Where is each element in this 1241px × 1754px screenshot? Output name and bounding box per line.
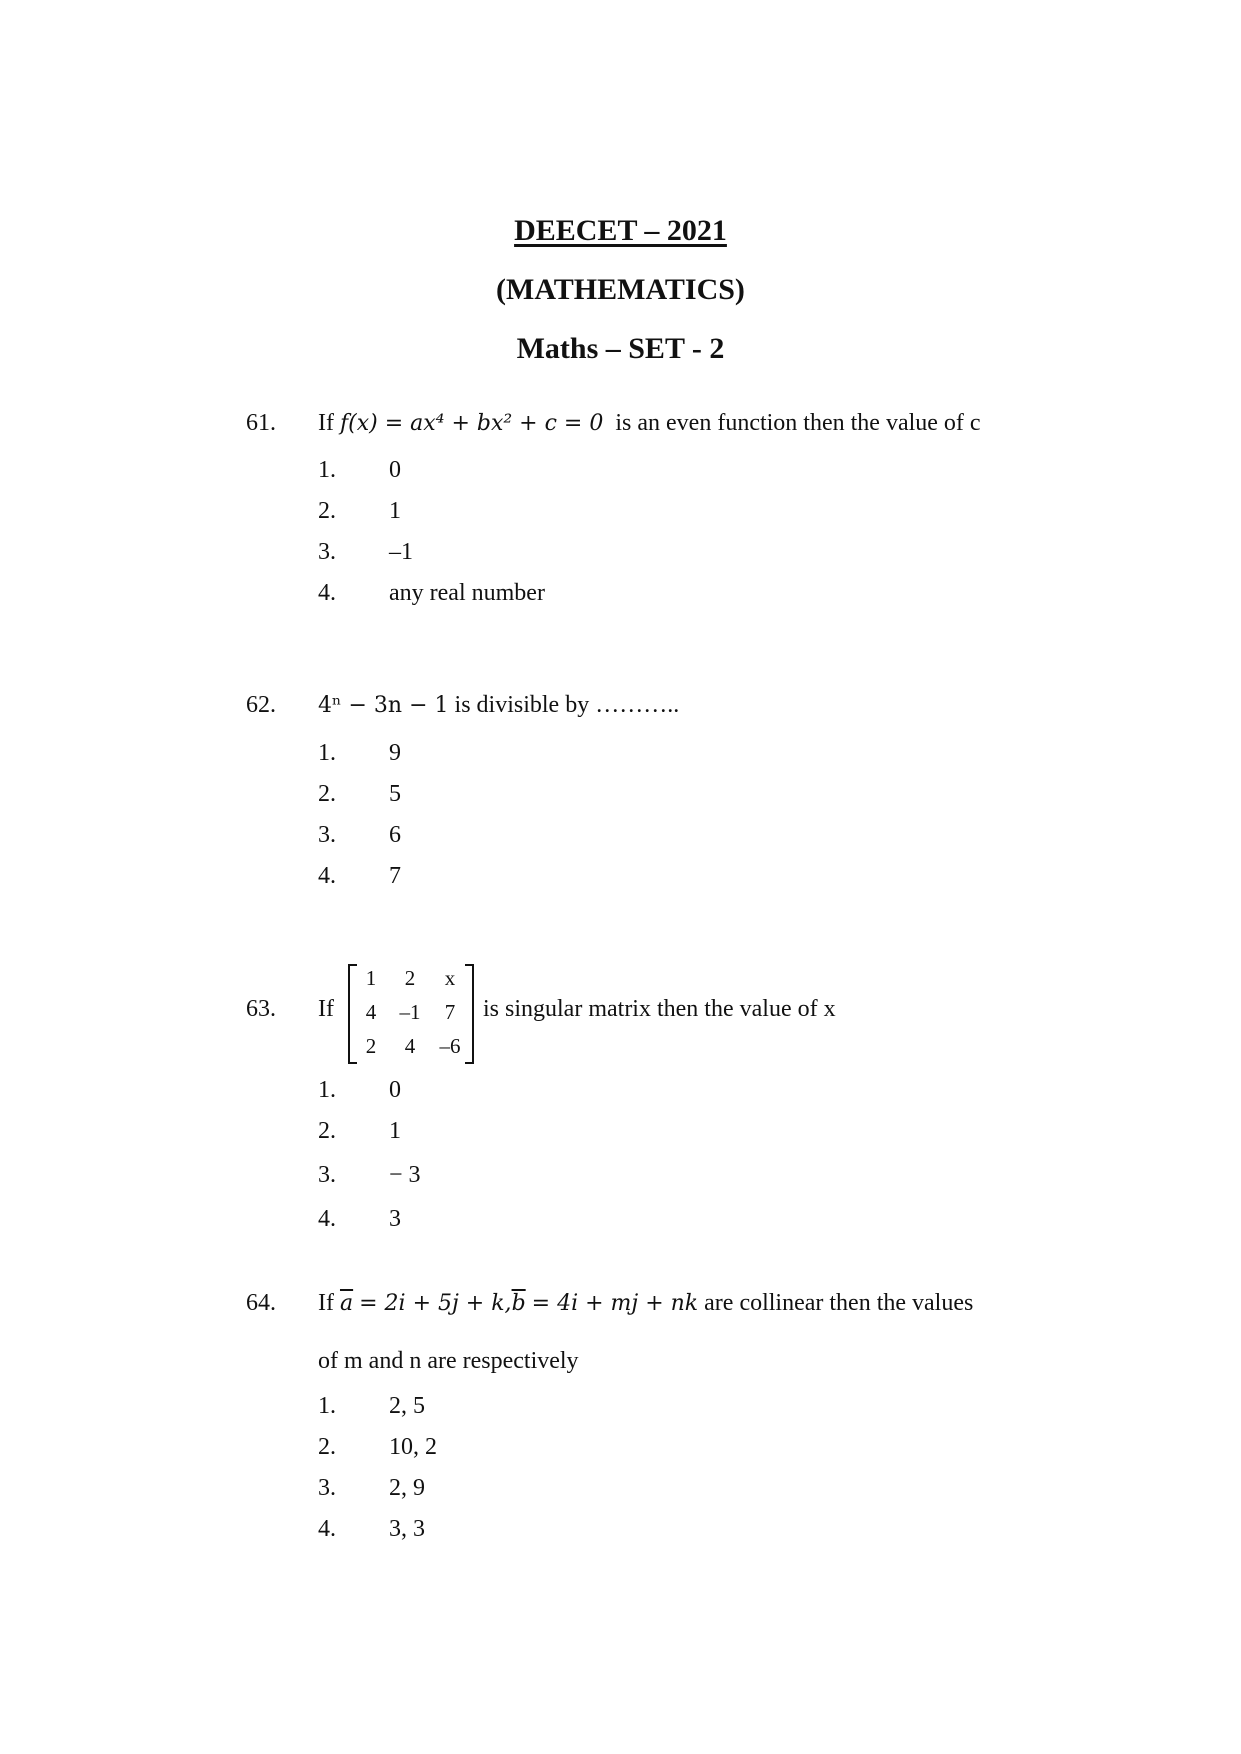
q63-option-2: 1 <box>389 1118 401 1144</box>
matrix-cell: –1 <box>399 1000 421 1024</box>
q62-rest: is divisible by ……….. <box>454 692 680 718</box>
q64-option-3: 2, 9 <box>389 1475 425 1501</box>
q62-stem <box>318 692 679 719</box>
q61-option-4: any real number <box>389 580 545 606</box>
q61-stem <box>318 410 981 437</box>
q62-option-2: 5 <box>389 781 401 807</box>
q64-option-1-number: 1. <box>318 1393 336 1419</box>
q61-option-3: –1 <box>389 539 413 565</box>
q64-vector-a: $\overline{a}$ <box>339 1291 354 1316</box>
q63-number: 63. <box>246 996 276 1022</box>
matrix-cell: 2 <box>404 966 416 990</box>
q62-option-1-number: 1. <box>318 740 336 766</box>
set-title: Maths – SET - 2 <box>516 332 725 365</box>
q63-if: If <box>318 996 334 1022</box>
q62-number: 62. <box>246 692 276 718</box>
q64-option-3-number: 3. <box>318 1475 336 1501</box>
matrix-cell: 1 <box>365 966 377 990</box>
q61-option-3-number: 3. <box>318 539 336 565</box>
q62-option-4: 7 <box>389 863 401 889</box>
q63-option-1-number: 1. <box>318 1077 336 1103</box>
q64-rest: are collinear then the values <box>704 1290 974 1316</box>
matrix-cell: 4 <box>365 1000 377 1024</box>
q61-number: 61. <box>246 410 276 436</box>
subject-title: (MATHEMATICS) <box>496 273 745 306</box>
q63-option-2-number: 2. <box>318 1118 336 1144</box>
q63-option-3-number: 3. <box>318 1162 336 1188</box>
q64-option-2: 10, 2 <box>389 1434 437 1460</box>
q64-vector-b: $\overline{b}$ <box>511 1291 526 1316</box>
q64-if: If <box>318 1290 334 1316</box>
q63-rest: is singular matrix then the value of x <box>483 996 836 1022</box>
q64-number: 64. <box>246 1290 276 1316</box>
q64-stem-line2: of m and n are respectively <box>318 1348 579 1374</box>
q61-option-1: 0 <box>389 457 401 483</box>
q61-option-4-number: 4. <box>318 580 336 606</box>
q61-if: If <box>318 410 334 436</box>
q61-option-1-number: 1. <box>318 457 336 483</box>
q63-option-4: 3 <box>389 1206 401 1232</box>
q62-math: 4ⁿ − 3n − 1 <box>318 693 449 718</box>
exam-title: DEECET – 2021 <box>514 214 727 247</box>
q61-rest: is an even function then the value of c <box>615 410 981 436</box>
q61-math: f(x) = ax⁴ + bx² + c = 0 <box>339 411 604 436</box>
q64-option-2-number: 2. <box>318 1434 336 1460</box>
q64-stem <box>318 1290 973 1317</box>
q62-option-3-number: 3. <box>318 822 336 848</box>
q64-option-1: 2, 5 <box>389 1393 425 1419</box>
q64-expr-a: = 2i + 5j + k, <box>359 1291 512 1316</box>
matrix-cell: 4 <box>404 1034 416 1058</box>
q61-option-2-number: 2. <box>318 498 336 524</box>
matrix-cell: 7 <box>444 1000 456 1024</box>
q63-matrix <box>348 964 474 1064</box>
q64-option-4: 3, 3 <box>389 1516 425 1542</box>
matrix-cell: x <box>444 966 456 990</box>
matrix-cell: 2 <box>365 1034 377 1058</box>
q63-option-4-number: 4. <box>318 1206 336 1232</box>
q62-option-2-number: 2. <box>318 781 336 807</box>
q63-option-3: − 3 <box>389 1162 421 1188</box>
q61-option-2: 1 <box>389 498 401 524</box>
q63-option-1: 0 <box>389 1077 401 1103</box>
q64-option-4-number: 4. <box>318 1516 336 1542</box>
q62-option-4-number: 4. <box>318 863 336 889</box>
q62-option-3: 6 <box>389 822 401 848</box>
q62-option-1: 9 <box>389 740 401 766</box>
q64-expr-b: = 4i + mj + nk <box>531 1291 699 1316</box>
matrix-cell: –6 <box>439 1034 461 1058</box>
